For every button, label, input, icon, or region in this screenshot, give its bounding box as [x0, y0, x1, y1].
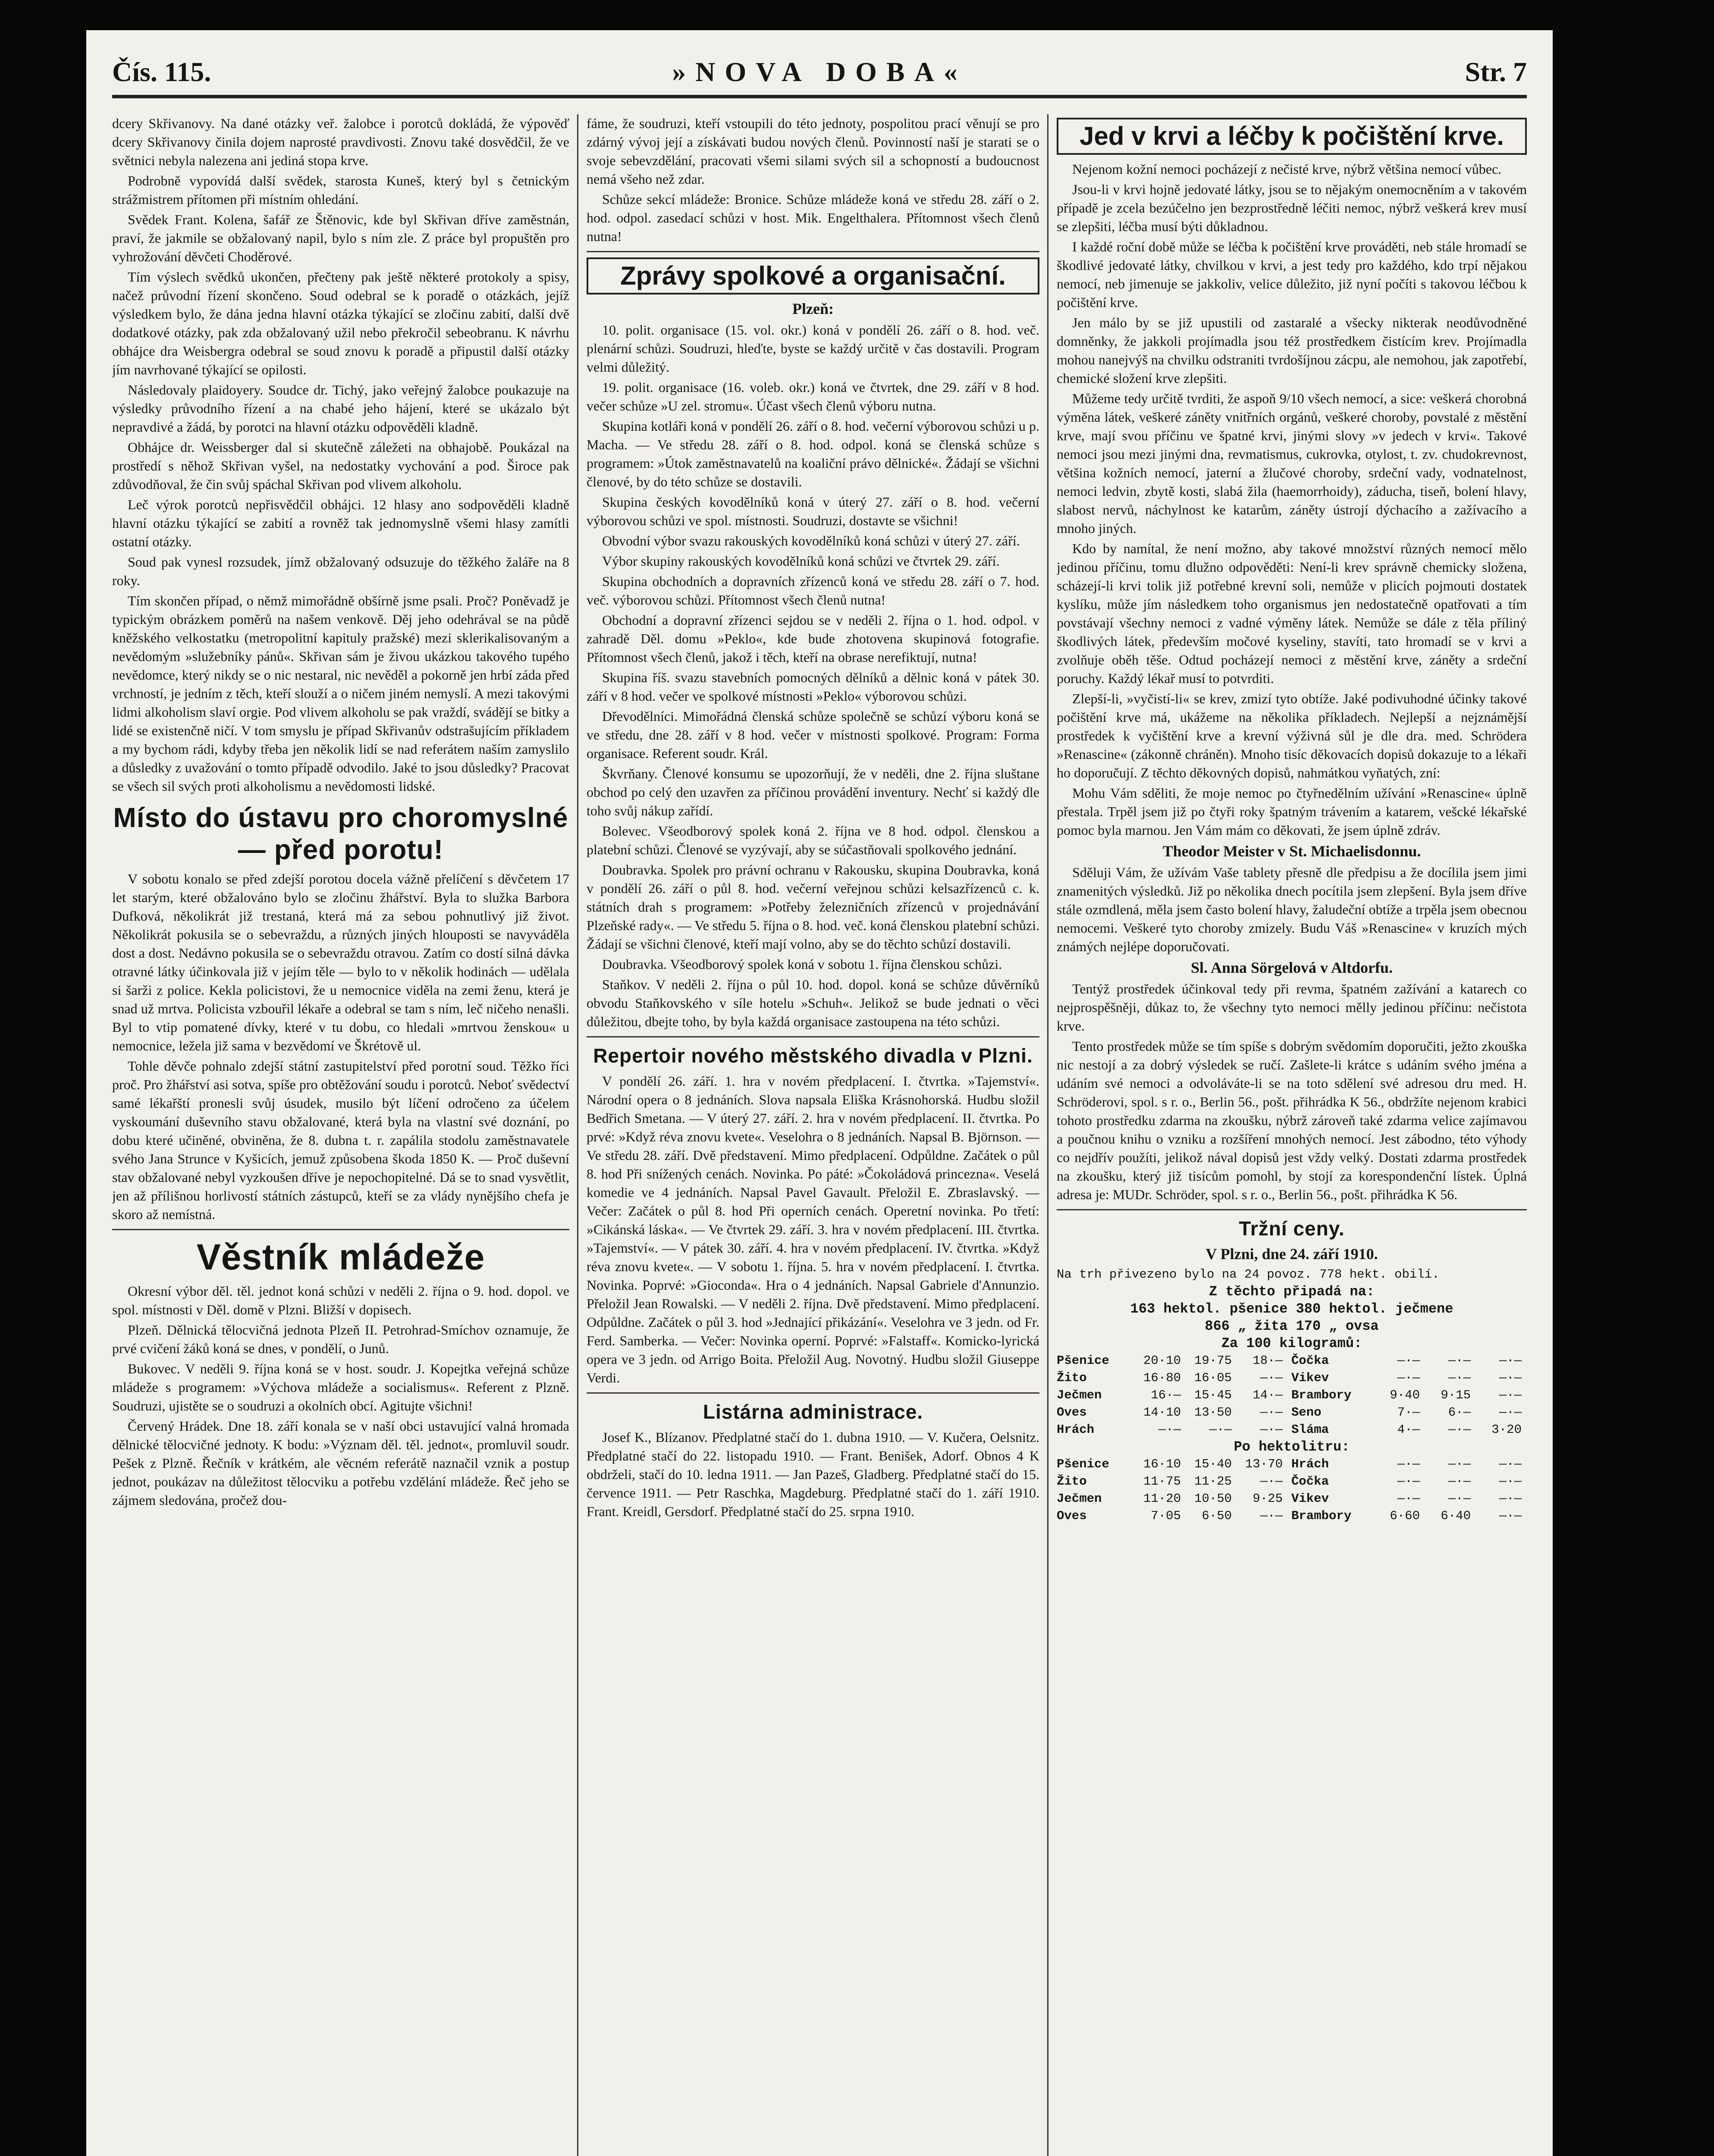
price-cell: 14·—: [1253, 1388, 1283, 1402]
price-cell: 9·15: [1441, 1388, 1471, 1402]
ad-paragraph: Můžeme tedy určitě tvrditi, že aspoň 9/10 všech nemocí, a sice: veškerá chorobná výměna látek, veškeré záněty vnitřních orgánů, veškeré choroby, povstalé z městění krve, mají svou příčinu ve špatné krvi, jinými slovy »v jedech v krvi«. Takové nemoci jsou mezi jinými dna, revmatismus, cukrovka, otylost, t. zv. chudokrevnost, většina kožních nemocí, jaterní a žlučové choroby, srdeční vady, vodnatelnost, nemoci ledvin, zbytě kosti, slabá žila (haemorrhoidy), záducha, tiseň, bolení hlavy, slabost nervů, náchylnost ke katarům, záněty ústrojí dýchacího a zažívacího a mnoho jiných.: [1057, 391, 1527, 536]
price-cell: —·—: [1397, 1474, 1420, 1489]
price-cell: 7·—: [1397, 1405, 1420, 1420]
testimonial-signature: Sl. Anna Sörgelová v Altdorfu.: [1190, 959, 1393, 976]
market-date: V Plzni, dne 24. září 1910.: [1205, 1245, 1378, 1263]
price-cell: —·—: [1260, 1371, 1283, 1385]
commodity-name: Pšenice: [1057, 1457, 1109, 1471]
price-cell: 11·75: [1143, 1474, 1181, 1489]
page-number: Str. 7: [1465, 56, 1527, 87]
price-cell: 11·20: [1143, 1492, 1181, 1506]
article-paragraph: Tím výslech svědků ukončen, přečteny pak ještě některé protokoly a spisy, načež průvodní řízení skončeno. Soud odebral se k poradě o otázkách, jejíž výsledkem bylo, že dána jedna hlavní otázka týkající se zločinu zabití, další dvě dodatkové otázky, pak zda obžalovaný užil nebo překročil sebeobranu. K návrhu obhájce dra Weisbergra odebral se soud znovu k poradě a připustil další otázky jím navrhované týkající se opilosti.: [112, 269, 569, 377]
commodity-name: Žito: [1057, 1371, 1087, 1385]
market-note: 866 „ žita 170 „ ovsa: [1205, 1318, 1379, 1334]
price-cell: —·—: [1397, 1371, 1420, 1385]
price-cell: 6·—: [1448, 1405, 1471, 1420]
market-row: [1057, 1369, 1527, 1387]
price-cell: —·—: [1397, 1492, 1420, 1506]
section-separator: [587, 1036, 1039, 1037]
price-cell: —·—: [1448, 1474, 1471, 1489]
market-row: [1057, 1421, 1527, 1438]
price-cell: 16·10: [1143, 1457, 1181, 1471]
price-cell: —·—: [1260, 1405, 1283, 1420]
price-cell: 4·—: [1397, 1423, 1420, 1437]
ad-paragraph: I každé roční době může se léčba k počištění krve prováděti, neb stále hromadí se škodlivé jedovaté látky, chvilkou v krvi, a jest tedy pro každého, kdo trpí nějakou nemocí, neb jimenuje se jakkoliv, velice důležito, již nyní počíti s takovou léčbou k počištění krve.: [1057, 239, 1527, 310]
ad-paragraph: Jen málo by se již upustili od zastaralé a všecky nikterak neodůvodněné domněnky, že jakkoli projímadla jsou též prostředkem čistícím krev. Projímadla mohou nanejvýš na chvilku odstraniti tvrdošíjnou zácpu, ale nemohou, jak zapotřebí, chemické složení krve zlepšiti.: [1057, 315, 1527, 386]
price-cell: 16·80: [1143, 1371, 1181, 1385]
commodity-name: Vikev: [1291, 1492, 1329, 1506]
notice-paragraph: Červený Hrádek. Dne 18. září konala se v naší obci ustavující valná hromada dělnické tělocvičné jednoty. K bodu: »Význam děl. těl. jednot«, promluvil soudr. Pešek z Plzně. Řečník v krátkém, ale věcném referátě naznačil vznik a postup jednot, poukázav na důležitost tělocviku a potřebu vzdělání mládeže. Řeč jeho se zájmem sledována, pročež dou-: [112, 1418, 569, 1508]
price-cell: —·—: [1448, 1457, 1471, 1471]
issue-number: Čís. 115.: [112, 56, 211, 87]
commodity-name: Žito: [1057, 1474, 1087, 1489]
price-cell: 7·05: [1151, 1509, 1181, 1523]
price-cell: 16·—: [1151, 1388, 1181, 1402]
commodity-name: Seno: [1291, 1405, 1322, 1420]
market-prices: [1057, 1266, 1527, 1525]
market-row: [1057, 1404, 1527, 1421]
notice-paragraph: Doubravka. Všeodborový spolek koná v sobotu 1. října členskou schůzi.: [602, 956, 1002, 972]
market-row: [1057, 1490, 1527, 1507]
price-cell: 6·60: [1390, 1509, 1420, 1523]
advertisement-headline: Jed v krvi a léčby k počištění krve.: [1057, 118, 1527, 155]
ad-paragraph: Tento prostředek může se tím spíše s dobrým svědomím doporučiti, ježto zkouška nic nestojí a za dobrý výsledek se ručí. Zašlete-li krátce s udáním svého jména a udáním své nemoci a odvoláváte-li se na toto sdělení své adresou dru med. H. Schröderovi, spol. s r. o., Berlin 56., pošt. přihrádka K 56., obdržíte nejenom krabici tohoto prostředku zdarma na zkoušku, nýbrž zároveň také zdarma velice zajímavou a poučnou knihu o vzniku a rozšíření mnohých nemocí. Jest zábodno, této výhody co nejdřív použíti, jelikož nával dopisů jest vždy velký. Dostati zdarma prostředek na zkoušku, který již tisícům pomohl, by stojí za korespondenční lístek. Úplná adresa je: MUDr. Schröder, spol. s r. o., Berlin 56., pošt. přihrádka K 56.: [1057, 1038, 1527, 1202]
notice-paragraph: Skupina českých kovodělníků koná v úterý 27. září o 8. hod. večerní výborovou schůzi ve spol. místnosti. Soudruzi, dostavte se všichni!: [587, 494, 1039, 528]
price-cell: —·—: [1448, 1354, 1471, 1368]
price-cell: —·—: [1499, 1457, 1522, 1471]
price-cell: 3·20: [1491, 1423, 1522, 1437]
article-paragraph: Následovaly plaidoyery. Soudce dr. Tichý, jako veřejný žalobce poukazuje na výsledky průvodního řízení a na chabé jeho hájení, které se ukázalo být nepravdivé a žádá, by porotci na hlavní otázku odpověděli kladně.: [112, 382, 569, 435]
section-separator: [112, 1229, 569, 1230]
ad-paragraph: Tentýž prostředek účinkoval tedy při revma, špatném zažívání a katarech co nejprospěšněji, důkaz to, že všechny tyto nemoci mělly jedinou příčinu: nečistota krve.: [1057, 981, 1527, 1034]
market-note: Z těchto připadá na:: [1209, 1284, 1375, 1300]
notice-paragraph: 19. polit. organisace (16. voleb. okr.) koná ve čtvrtek, dne 29. září v 8 hod. večer schůze »U zel. stromu«. Účast všech členů výboru nutna.: [587, 379, 1039, 414]
market-subhead: Po hektolitru:: [1234, 1439, 1350, 1455]
market-row: [1057, 1352, 1527, 1369]
market-subhead: Za 100 kilogramů:: [1221, 1335, 1362, 1351]
commodity-name: Čočka: [1291, 1354, 1329, 1368]
price-cell: 13·50: [1194, 1405, 1232, 1420]
notice-paragraph: Doubravka. Spolek pro právní ochranu v Rakousku, skupina Doubravka, koná v pondělí 26. září o půl 8. hod. večerní veřejnou schůzi kelsazřízenců c. k. státních drah s programem: »Potřeby železničních zřízenců v projednávání Plzeňské rady«. — Ve středu 5. října o 8. hod. več. koná členskou platební schůzi. Žádají se všichni členové, kteří mají volno, aby se do těchto schůzí dostavili.: [587, 862, 1039, 952]
commodity-name: Čočka: [1291, 1474, 1329, 1489]
column-2: [587, 114, 1039, 2156]
price-cell: —·—: [1499, 1371, 1522, 1385]
notice-paragraph: Plzeň. Dělnická tělocvičná jednota Plzeň II. Petrohrad-Smíchov oznamuje, že prvé cvičení žáků koná se dnes, v pondělí, o Junů.: [112, 1322, 569, 1356]
theatre-program: V pondělí 26. září. 1. hra v novém předplacení. I. čtvrtka. »Tajemství«. Národní opera o 8 jednáních. Slova napsala Eliška Krásnohorská. Hudbu složil Bedřich Smetana. — V úterý 27. září. 2. hra v novém předplacení. II. čtvrtka. Po prvé: »Když réva znovu kvete«. Veselohra o 8 jednáních. Napsal B. Björnson. — Ve středu 28. září. Dvě představení. Mimo předplacení. Odpůldne. Začátek o půl 8. hod Při snížených cenách. Novinka. Po páté: »Čokoládová princezna«. Veselá komedie ve 4 jednáních. Napsal Pavel Gavault. Přeložil E. Zbraslavský. — Večer: Začátek o půl 8. hod Při operních cenách. Operetní novinka. Po třetí: »Cikánská láska«. — Ve čtvrtek 29. září. 3. hra v novém předplacení. III. čtvrtka. »Tajemství«. — V pátek 30. září. 4. hra v novém předplacení. IV. čtvrtka. »Když réva znovu kvete«. — V sobotu 1. října. 5. hra v novém předplacení. I. čtvrtka. Novinka. Poprvé: »Gioconda«. Hra o 4 jednáních. Napsal Gabriele d'Annunzio. Přeložil Jean Rowalski. — V neděli 2. října. Dvě představení. Mimo předplacení. Odpůldne. Začátek o půl 3. hod »Jednající přikázání«. Veselohra ve 3 jedn. od Fr. Ferd. Samberka. — Večer: Novinka operní. Poprvé: »Falstaff«. Komicko-lyrická opera ve 3 jedn. od Arrigo Boita. Přeložil Aug. Novotný. Hudbu složil Giuseppe Verdi.: [587, 1073, 1039, 1385]
price-cell: 9·25: [1253, 1492, 1283, 1506]
market-table-100kg: [1057, 1352, 1527, 1438]
notice-paragraph: Skupina říš. svazu stavebních pomocných dělníků a dělnic koná v pátek 30. září v 8 hod. večer ve spolkové místnosti »Peklo« výborovou schůzi.: [587, 670, 1039, 704]
section-headline: Zprávy spolkové a organisační.: [587, 257, 1039, 295]
market-row: [1057, 1387, 1527, 1404]
price-cell: —·—: [1448, 1423, 1471, 1437]
market-table-hektolitr: [1057, 1456, 1527, 1525]
notice-paragraph: Dřevodělníci. Mimořádná členská schůze společně se schůzí výboru koná se ve středu, dne 28. září v 8 hod. večer v místnosti spolkové. Program: Forma organisace. Referent soudr. Král.: [587, 708, 1039, 761]
section-separator: [587, 1392, 1039, 1394]
price-cell: 19·75: [1194, 1354, 1232, 1368]
market-row: [1057, 1473, 1527, 1490]
commodity-name: Ječmen: [1057, 1492, 1102, 1506]
price-cell: —·—: [1397, 1354, 1420, 1368]
price-cell: —·—: [1260, 1509, 1283, 1523]
price-cell: —·—: [1499, 1492, 1522, 1506]
commodity-name: Brambory: [1291, 1388, 1352, 1402]
notice-paragraph: Skupina kotláři koná v pondělí 26. září o 8. hod. večerní výborovou schůzi u p. Macha. — Ve středu 28. září o 8. hod. odpol. koná se členská schůze s programem: »Útok zaměstnavatelů na koaliční právo dělnické«. Žádají se všichni členové, by do této schůze se dostavili.: [587, 418, 1039, 489]
commodity-name: Brambory: [1291, 1509, 1352, 1523]
price-cell: —·—: [1260, 1423, 1283, 1437]
market-note: 163 hektol. pšenice 380 hektol. ječmene: [1130, 1301, 1453, 1317]
article-paragraph: Obhájce dr. Weissberger dal si skutečně záležeti na obhajobě. Poukázal na prostředí s něhož Skřivan vyšel, na nedostatky vychování a pod. Široce pak zdůvodňoval, že čin svůj spáchal Skřivan pod vlivem alkoholu.: [112, 439, 569, 492]
section-separator: [1057, 1209, 1527, 1210]
section-headline: Tržní ceny.: [1239, 1217, 1345, 1240]
price-cell: 11·25: [1194, 1474, 1232, 1489]
article-headline: Místo do ústavu pro choromyslné — před porotu!: [113, 802, 568, 865]
ad-testimonial: Sděluji Vám, že užívám Vaše tablety přesně dle předpisu a že docílila jsem jimi znamenitých výsledků. Již po několika dnech pocítila jsem zlepšení. Byla jsem dříve stále ozmdlená, měla jsem často bolení hlavy, žaludeční obtíže a trpěla jsem obecnou nemocemi. Veškeré tyto choroby zmizely. Budu Váš »Renascine« v kruzích mých známých nejlépe doporučovati.: [1057, 865, 1527, 954]
column-divider: [1047, 114, 1048, 2156]
market-row: [1057, 1507, 1527, 1525]
ad-paragraph: Jsou-li v krvi hojně jedovaté látky, jsou se to nějakým onemocněním a v takovém případě je zcela bezúčelno jen bezprostředně léčiti nemoc, nýbrž veškerá krev musí se zlepšiti, léčba musí býti důkladnou.: [1057, 182, 1527, 234]
commodity-name: Oves: [1057, 1405, 1087, 1420]
price-cell: —·—: [1499, 1354, 1522, 1368]
price-cell: 18·—: [1253, 1354, 1283, 1368]
price-cell: 15·40: [1194, 1457, 1232, 1471]
article-paragraph: Leč výrok porotců nepřisvědčil obhájci. 12 hlasy ano sodpověděli kladně hlavní otázku týkající se zabití a rovněž tak jednomyslně všemi hlasy zamítli ostatní otázky.: [112, 497, 569, 549]
article-paragraph: V sobotu konalo se před zdejší porotou docela vážně přelíčení s děvčetem 17 let starým, které obžalováno bylo se zločinu žhářství. Byla to služka Barbora Dufková, několikrát již trestaná, která má za sebou pohnutlivý již život. Několikrát pokusila se o sebevraždu, a různých jiných hlouposti se navyváděla dost a dost. Nedávno pokusila se o sebevraždu otravou. Zatím co dostí silná dávka otravné látky účinkovala již v jejím těle — bylo to v několik hodinách — udělala si šarži z police. Kekla policistovi, že u nemocnice viděla na zemi ženu, která je snad už mrtva. Policista vzbouřil lékaře a odebral se tam s ním, leč ničeho nenašli. Byl to vtip pomatené dívky, které v tu dobu, co hledali »mrtvou ženskou« u nemocnice, ležela již sama v bezvědomí ve Škrétově ul.: [112, 871, 569, 1053]
article-paragraph: fáme, že soudruzi, kteří vstoupili do této jednoty, pospolitou prací věnují se pro zdárný vývoj její a získávati budou nových členů. Povinností naší je starati se o svoje sebevzdělání, pracovati všemi silami svých sil a schopností a budoucnost nemá všeho než zdar.: [587, 116, 1039, 187]
price-cell: —·—: [1397, 1457, 1420, 1471]
price-cell: —·—: [1209, 1423, 1232, 1437]
article-paragraph: dcery Skřivanovy. Na dané otázky veř. žalobce i porotců dokládá, že výpověď dcery Skřivanovy činila dojem naprosté pravdivosti. Znovu také dosvědčil, že ve světnici nebyla nalezena ani jediná stopa krve.: [112, 116, 569, 168]
notice-paragraph: Okresní výbor děl. těl. jednot koná schůzi v neděli 2. října o 9. hod. dopol. ve spol. místnosti v Děl. domě v Plzni. Bližší v dopisech.: [112, 1283, 569, 1317]
ad-paragraph: Zlepší-li, »vyčistí-li« se krev, zmizí tyto obtíže. Jaké podivuhodné účinky takové počištění krve má, ukážeme na několika příkladech. Nejlepší a nejznámější prostředek k vyčištění krve a krevní výživná sůl je dle dra. med. Schrödera »Renascine« (zákonně chráněn). Mnoho tisíc děkovacích dopisů dokazuje to a lékaři ho doporučují. Z těchto děkovných dopisů, nahmátkou vyňatých, zní:: [1057, 691, 1527, 780]
mailbox-paragraph: Josef K., Blízanov. Předplatné stačí do 1. dubna 1910. — V. Kučera, Oelsnitz. Předplatné stačí do 22. listopadu 1910. — Frant. Benišek, Adorf. Obnos 4 K obdrželi, stačí do 10. ledna 1911. — Jan Pazeš, Gladberg. Předplatné stačí do 15. července 1911. — Petr Raschka, Magdeburg. Předplatné stačí do 1. září 1910. Frant. Kreidl, Gersdorf. Předplatné stačí do 25. srpna 1910.: [587, 1429, 1039, 1519]
price-cell: 16·05: [1194, 1371, 1232, 1385]
price-cell: —·—: [1448, 1492, 1471, 1506]
price-cell: —·—: [1499, 1405, 1522, 1420]
notice-paragraph: Výbor skupiny rakouských kovodělníků koná schůzi ve čtvrtek 29. září.: [602, 553, 1000, 569]
price-cell: —·—: [1158, 1423, 1181, 1437]
section-headline: Repertoir nového městského divadla v Plzni.: [593, 1044, 1033, 1067]
article-paragraph: Tohle děvče pohnalo zdejší státní zastupitelství před porotní soud. Těžko říci proč. Pro žhářství asi sotva, spíše pro obtěžování soudu i porotců. Neboť svědectví samé lékařští pronesli svůj úsudek, musilo být líčení odročeno za účelem vyskoumání duševního stavu obžalované, která byla na vlastní své doznání, po dobu které učiněné, obviněna, že 8. dubna t. r. zapálila stodolu zaměstnavatele svého Jana Strunce v Kyšicích, jemuž způsobena škoda 1850 K. — Proč duševní stav obžalované nebyl vyzkoušen dříve je nepochopitelné. Dá se to snad vysvětlit, jen až přílišnou horlivostí státních zástupců, kteří se za vlády nynějšího chefa je skoro až nemístná.: [112, 1058, 569, 1222]
page-header: [112, 47, 1527, 98]
ad-testimonial: Mohu Vám sděliti, že moje nemoc po čtyřnedělním užívání »Renascine« úplně přestala. Trpěl jsem již po čtyři roky špatným trávením a katarem, vešcké lékařské pomoc byla marnou. Jen Vám mám co děkovati, že jsem úplně zdráv.: [1057, 785, 1527, 838]
price-cell: 20·10: [1143, 1354, 1181, 1368]
ad-paragraph: Nejenom kožní nemoci pocházejí z nečisté krve, nýbrž většina nemocí vůbec.: [1072, 161, 1502, 177]
notice-paragraph: 10. polit. organisace (15. vol. okr.) koná v pondělí 26. září o 8. hod. več. plenární schůzi. Soudruzi, hleďte, byste se každý určitě v čas dostavili. Program velmi důležitý.: [587, 322, 1039, 375]
price-cell: —·—: [1499, 1509, 1522, 1523]
notice-paragraph: Staňkov. V neděli 2. října o půl 10. hod. dopol. koná se schůze důvěrníků obvodu Staňkovského v síle hotelu »Schuh«. Jelikož se bude jednati o věci důležitou, dbejte toho, by byla každá organisace zastoupena na této schůzi.: [587, 977, 1039, 1029]
price-cell: —·—: [1499, 1388, 1522, 1402]
price-cell: —·—: [1260, 1474, 1283, 1489]
article-paragraph: Svědek Frant. Kolena, šafář ze Štěnovic, kde byl Skřivan dříve zaměstnán, praví, že jakmile se obžalovaný napil, bylo s ním zle. Z práce byl propuštěn pro vyhrožování děvčeti Choděrové.: [112, 212, 569, 264]
notice-paragraph: Skupina obchodních a dopravních zřízenců koná ve středu 28. září o 7. hod. več. výborovou schůzi. Přítomnost všech členů nutna!: [587, 573, 1039, 608]
article-paragraph: Podrobně vypovídá další svědek, starosta Kuneš, který byl s četnickým strážmistrem přítomen při místním ohledání.: [112, 173, 569, 207]
price-cell: 6·50: [1202, 1509, 1232, 1523]
commodity-name: Vikev: [1291, 1371, 1329, 1385]
commodity-name: Pšenice: [1057, 1354, 1109, 1368]
section-subhead: Plzeň:: [792, 300, 834, 317]
price-cell: 15·45: [1194, 1388, 1232, 1402]
market-row: [1057, 1456, 1527, 1473]
notice-paragraph: Obvodní výbor svazu rakouských kovodělníků koná schůzi v úterý 27. září.: [602, 533, 1020, 548]
notice-paragraph: Škvrňany. Členové konsumu se upozorňují, že v neděli, dne 2. října sluštane obchod po celý den uzavřen za příčinou provádění inventury. Nechť si každý dle toho svůj nákup zařídí.: [587, 766, 1039, 818]
commodity-name: Sláma: [1291, 1423, 1329, 1437]
masthead-title: »NOVA DOBA«: [672, 56, 967, 87]
market-note: Na trh přivezeno bylo na 24 povoz. 778 hekt. obilí.: [1057, 1267, 1440, 1282]
price-cell: 10·50: [1194, 1492, 1232, 1506]
article-paragraph: Tím skončen případ, o němž mimořádně obšírně jsme psali. Proč? Poněvadž je typickým obrázkem poměrů na našem venkově. Děj jeho odehrával se na půdě kněžského velkostatku (metropolitní kapituly pražské) mezi sklerikalisovaným a nevědomým »služebníky pánů«. Skřivan sám je živou ukázkou takového tupého nevědomce, který nikdy se o nic nestaral, nic nevěděl a pokorně jen hrbí záda před vrchností, je jedním z těch, kteří slouží a o ničem jiném nemyslí. A mezi takovými lidmi alkoholism slaví orgie. Pod vlivem alkoholu se pak vraždí, svádějí se bitky a lidé se existenčně ničí. V tom smyslu je případ Skřivanův odstrašujícím příkladem a my bychom rádi, kdyby třeba jen několik lidí se nad referátem naším zamyslilo a důsledky z uvažování o tomto případě odvodilo. Jaké to jsou důsledky? Pracovat se všech sil svých proti alkoholismu a nevědomosti lidské.: [112, 593, 569, 794]
notice-paragraph: Bolevec. Všeodborový spolek koná 2. října ve 8 hod. odpol. členskou a platební schůzi. Členové se vyzývají, aby se súčastňovali spolkového jednání.: [587, 823, 1039, 857]
section-headline: Věstník mládeže: [196, 1237, 485, 1277]
testimonial-signature: Theodor Meister v St. Michaelisdonnu.: [1162, 843, 1421, 860]
section-headline: Listárna administrace.: [703, 1401, 923, 1423]
price-cell: —·—: [1448, 1371, 1471, 1385]
column-divider: [577, 114, 578, 2156]
notice-paragraph: Obchodní a dopravní zřízenci sejdou se v neděli 2. října o 1. hod. odpol. v zahradě Děl. domu »Peklo«, kde bude zhotovena skupinová fotografie. Přítomnost všech členů, jakož i těch, kteří na obrase nerefiktují, nutna!: [587, 612, 1039, 665]
notice-paragraph: Bukovec. V neděli 9. října koná se v host. soudr. J. Kopejtka veřejná schůze mládeže s programem: »Výchova mládeže a socialismus«. Referent z Plzně. Soudruzi, ujistěte se o soudruzi a okolních obcí. Agitujte všichni!: [112, 1361, 569, 1413]
price-cell: 14·10: [1143, 1405, 1181, 1420]
section-separator: [587, 251, 1039, 252]
commodity-name: Hrách: [1057, 1423, 1095, 1437]
commodity-name: Oves: [1057, 1509, 1087, 1523]
ad-paragraph: Kdo by namítal, že není možno, aby takové množství různých nemocí mělo jedinou příčinu, tomu dlužno odpověděti: Není-li krev správně chemicky složena, scházejí-li krvi tolik již potřebné krevní soli, nemůže v plicích pojmouti dostatek kyslíku, může jím následkem toho organismus jen nedostatečně opatřovati a tím povstávají všechny nemoci z vadné výměny látek. Nemůže se dále z těla příliný škodlivých látek, především močové kyseliny, stavíti, tato hromadí se v krvi a zvolňuje oběh těše. Odtud pocházejí nemoci z městění krve, záněty a srdeční poruchy. Každý lékař musí to potvrditi.: [1057, 541, 1527, 686]
price-cell: —·—: [1499, 1474, 1522, 1489]
price-cell: 9·40: [1390, 1388, 1420, 1402]
price-cell: 13·70: [1245, 1457, 1283, 1471]
price-cell: 6·40: [1441, 1509, 1471, 1523]
article-paragraph: Soud pak vynesl rozsudek, jímž obžalovaný odsuzuje do těžkého žaláře na 8 roky.: [112, 554, 569, 588]
column-3: [1057, 114, 1527, 2156]
column-1: [112, 114, 569, 2156]
newspaper-page: [86, 30, 1553, 2156]
notice-paragraph: Schůze sekcí mládeže: Bronice. Schůze mládeže koná ve středu 28. září o 2. hod. odpol. zasedací schůzi v host. Mik. Engelthalera. Přítomnost všech členů nutna!: [587, 191, 1039, 244]
commodity-name: Hrách: [1291, 1457, 1329, 1471]
commodity-name: Ječmen: [1057, 1388, 1102, 1402]
